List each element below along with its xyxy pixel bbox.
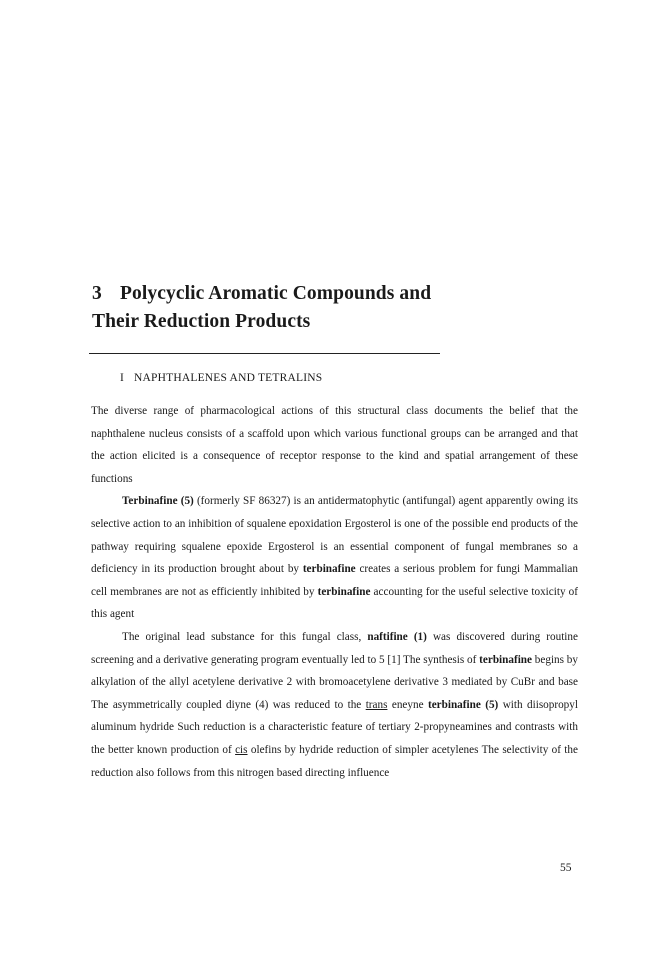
paragraph-3-text-c: begins by alkylation of the allyl acetylene derivative 2 with bromoacetylene derivative 3 mediated by CuBr and base The asymmetrically coupled diyne (4) was reduced to the bbox=[91, 653, 578, 711]
body-text bbox=[91, 400, 578, 784]
drug-name-terbinafine: terbinafine (5) bbox=[427, 698, 499, 711]
drug-name-terbinafine: terbinafine bbox=[302, 563, 356, 576]
page-number: 55 bbox=[560, 862, 572, 874]
stereo-term-cis: cis bbox=[235, 743, 248, 756]
paragraph-2-text-c: accounting for the useful selective toxicity of this agent bbox=[91, 585, 578, 621]
drug-name-naftifine: naftifine (1) bbox=[367, 630, 427, 643]
paragraph-3-text-d: eneyne bbox=[387, 698, 428, 711]
chapter-title-line1: Polycyclic Aromatic Compounds and bbox=[120, 283, 432, 304]
section-title: NAPHTHALENES AND TETRALINS bbox=[134, 372, 323, 384]
stereo-term-trans: trans bbox=[365, 698, 388, 711]
drug-name-terbinafine: Terbinafine (5) bbox=[122, 495, 194, 508]
paragraph-3 bbox=[91, 626, 578, 784]
paragraph-2 bbox=[91, 490, 578, 626]
paragraph-3-text-e: with diisopropyl aluminum hydride Such reduction is a characteristic feature of tertiary 2-propyneamines and contrasts with the better known production of bbox=[91, 698, 578, 756]
drug-name-terbinafine: terbinafine bbox=[479, 653, 532, 666]
title-divider bbox=[89, 353, 440, 354]
paragraph-3-text-a: The original lead substance for this fungal class, bbox=[122, 630, 368, 643]
section-heading bbox=[120, 372, 322, 384]
paragraph-3-text-f: olefins by hydride reduction of simpler acetylenes The selectivity of the reduction also follows from this nitrogen based directing influence bbox=[91, 743, 578, 779]
chapter-number: 3 bbox=[92, 283, 102, 304]
paragraph-1: The diverse range of pharmacological actions of this structural class documents the belief that the naphthalene nucleus consists of a scaffold upon which various functional groups can be arranged and that the action elicited is a consequence of receptor response to the kind and spatial arrangement of these functions bbox=[91, 405, 578, 485]
chapter-title bbox=[92, 280, 562, 336]
paragraph-2-text-b: creates a serious problem for fungi Mammalian cell membranes are not as efficiently inhibited by bbox=[91, 563, 578, 598]
drug-name-terbinafine: terbinafine bbox=[317, 585, 371, 598]
chapter-title-line2: Their Reduction Products bbox=[92, 311, 311, 332]
section-number: I bbox=[120, 372, 125, 384]
paragraph-2-text-a: (formerly SF 86327) is an antidermatophytic (antifungal) agent apparently owing its selective action to an inhibition of squalene epoxidation Ergosterol is one of the possible end products of the pathway requiring squalene epoxide Ergosterol is an essential component of fungal membranes so a deficiency in its production brought about by bbox=[91, 495, 578, 576]
paragraph-3-text-b: was discovered during routine screening and a derivative generating program eventually led to 5 [1] The synthesis of bbox=[91, 630, 578, 666]
